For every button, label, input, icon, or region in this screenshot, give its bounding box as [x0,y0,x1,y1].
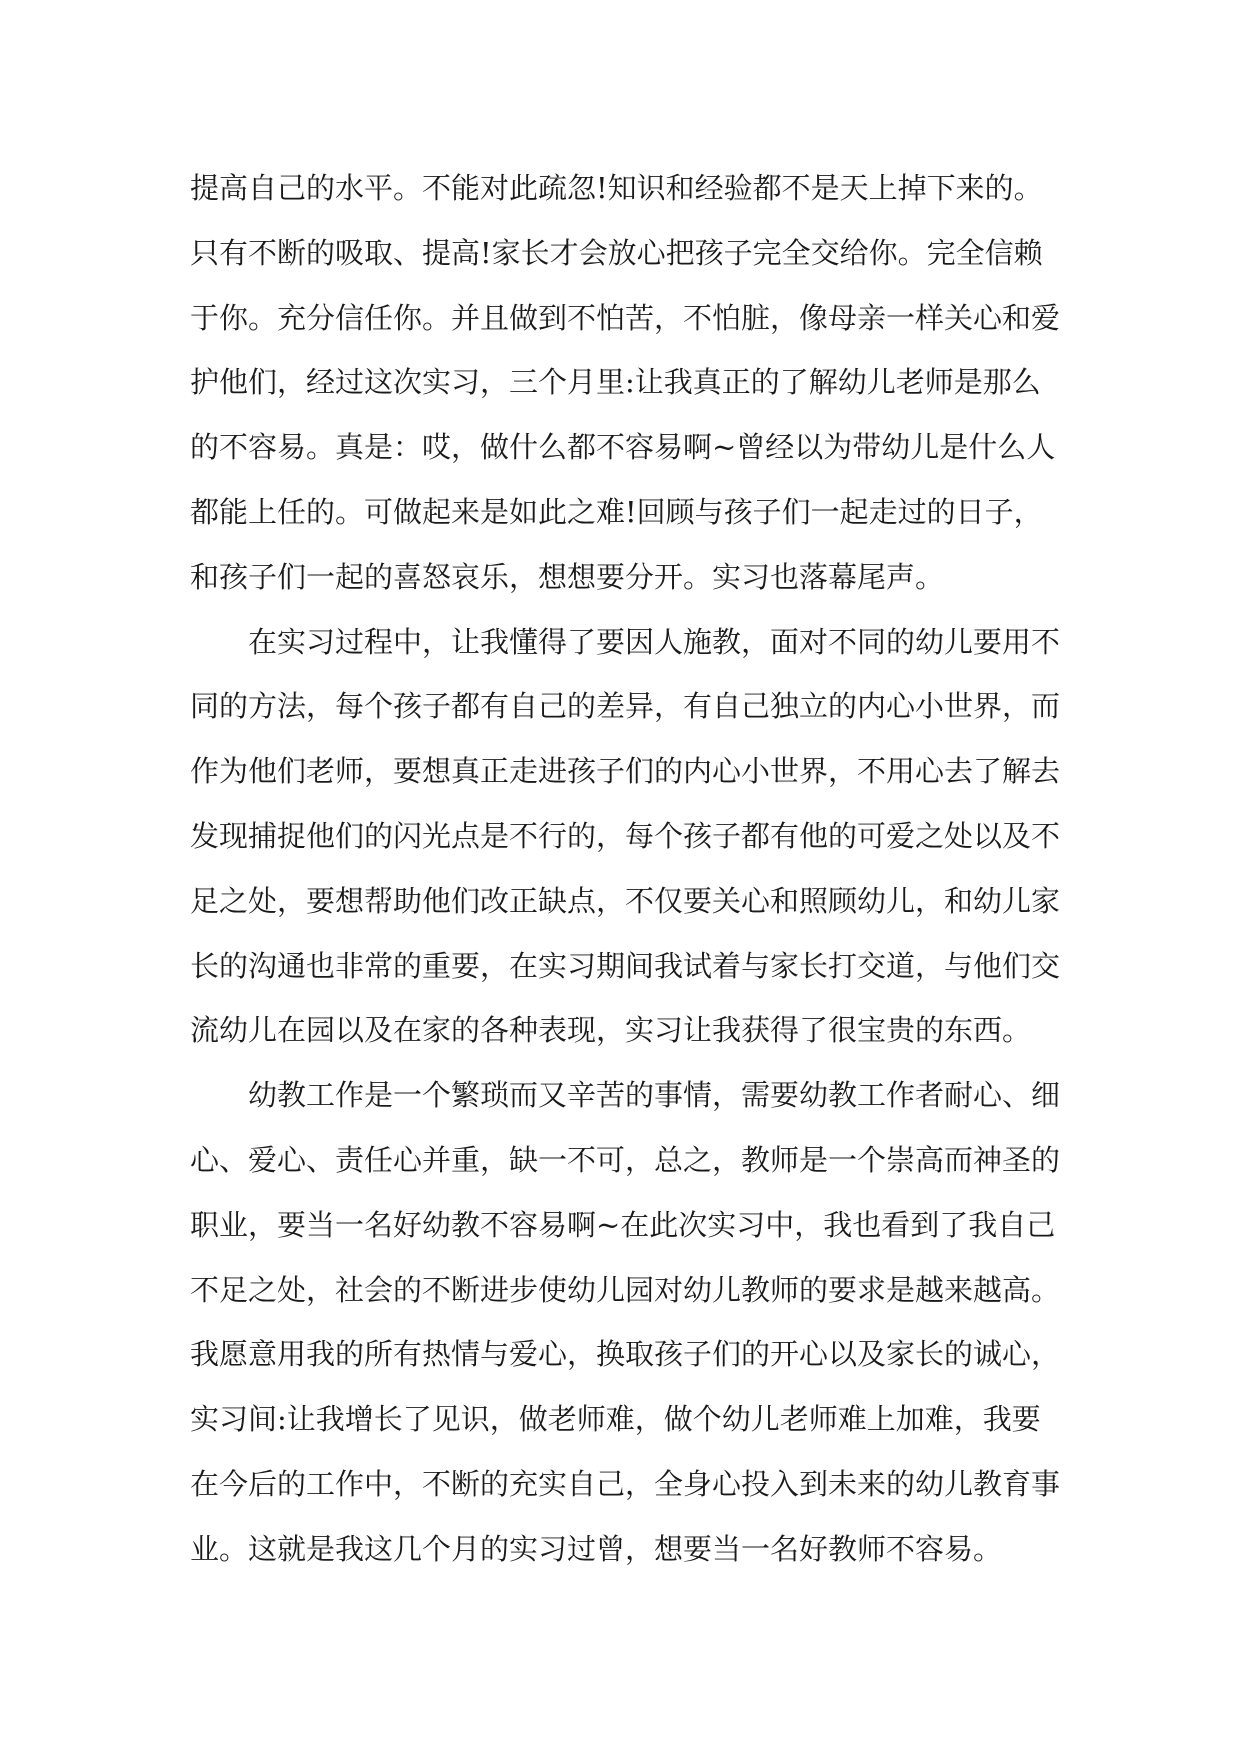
text-line: 发现捕捉他们的闪光点是不行的，每个孩子都有他的可爱之处以及不 [190,818,1061,853]
text-line: 足之处，要想帮助他们改正缺点，不仅要关心和照顾幼儿，和幼儿家 [190,883,1061,918]
paragraph-first-line: 幼教工作是一个繁琐而又辛苦的事情，需要幼教工作者耐心、细 [248,1078,1061,1113]
text-line: 护他们，经过这次实习，三个月里:让我真正的了解幼儿老师是那么 [190,365,1041,400]
text-line: 业。这就是我这几个月的实习过曾，想要当一名好教师不容易。 [190,1531,1003,1566]
text-line: 于你。充分信任你。并且做到不怕苦，不怕脏，像母亲一样关心和爱 [190,300,1061,335]
text-line: 职业，要当一名好幼教不容易啊~在此次实习中，我也看到了我自己 [190,1207,1056,1242]
text-line: 只有不断的吸取、提高!家长才会放心把孩子完全交给你。完全信赖 [190,235,1043,270]
text-line: 作为他们老师，要想真正走进孩子们的内心小世界，不用心去了解去 [190,754,1061,789]
text-line: 在今后的工作中，不断的充实自己，全身心投入到未来的幼儿教育事 [190,1466,1061,1501]
text-line: 我愿意用我的所有热情与爱心，换取孩子们的开心以及家长的诚心， [190,1337,1061,1372]
document-body-text [190,156,1070,1582]
text-line: 提高自己的水平。不能对此疏忽!知识和经验都不是天上掉下来的。 [190,171,1043,205]
text-line: 和孩子们一起的喜怒哀乐，想想要分开。实习也落幕尾声。 [190,559,945,594]
text-line: 同的方法，每个孩子都有自己的差异，有自己独立的内心小世界，而 [190,689,1061,724]
paragraph-first-line: 在实习过程中，让我懂得了要因人施教，面对不同的幼儿要用不 [248,624,1061,659]
text-line: 实习间:让我增长了见识，做老师难，做个幼儿老师难上加难，我要 [190,1402,1041,1437]
text-line: 的不容易。真是：哎，做什么都不容易啊~曾经以为带幼儿是什么人 [190,430,1056,465]
text-line: 不足之处，社会的不断进步使幼儿园对幼儿教师的要求是越来越高。 [190,1272,1061,1307]
text-line: 心、爱心、责任心并重，缺一不可，总之，教师是一个崇高而神圣的 [190,1142,1061,1177]
text-line: 长的沟通也非常的重要，在实习期间我试着与家长打交道，与他们交 [190,948,1061,983]
text-line: 流幼儿在园以及在家的各种表现，实习让我获得了很宝贵的东西。 [190,1013,1032,1048]
text-line: 都能上任的。可做起来是如此之难!回顾与孩子们一起走过的日子， [190,494,1043,529]
